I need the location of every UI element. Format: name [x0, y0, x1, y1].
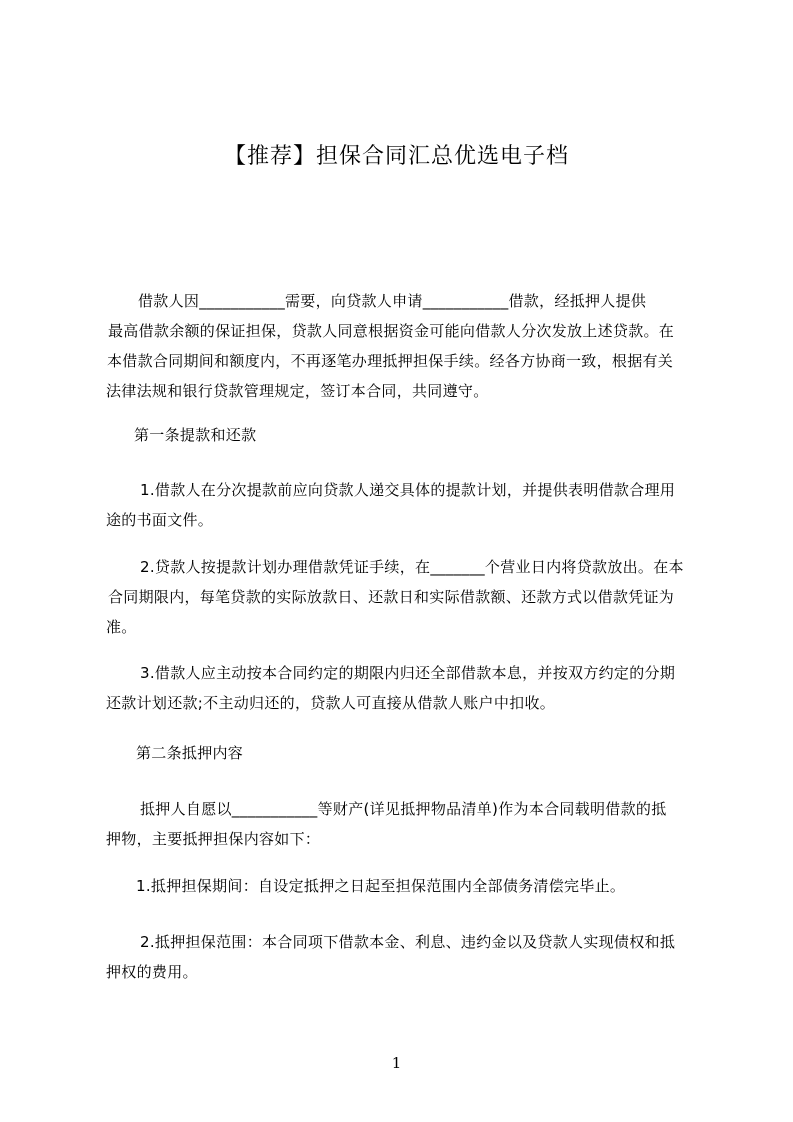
- line-text: 押物，主要抵押担保内容如下：: [106, 830, 321, 848]
- article-2-intro: [106, 794, 710, 854]
- paragraph-line: [106, 612, 710, 642]
- paragraph-line: [106, 420, 710, 450]
- line-text: 押权的费用。: [106, 963, 198, 981]
- article-1-item-2: [106, 552, 710, 642]
- paragraph-line: [106, 738, 710, 768]
- article-2-item-1: [106, 871, 710, 901]
- article-2-heading: 第二条抵押内容: [136, 744, 244, 762]
- line-text: 2.抵押担保范围：本合同项下借款本金、利息、违约金以及贷款人实现债权和抵: [140, 933, 676, 951]
- page-number: 1: [391, 1054, 402, 1072]
- line-text: 途的书面文件。: [106, 511, 214, 529]
- paragraph-line: [106, 824, 710, 854]
- intro-paragraph: [106, 286, 710, 406]
- line-text: 借款人因___________需要，向贷款人申请___________借款，经抵押人提供: [138, 292, 647, 310]
- line-text: 抵押人自愿以___________等财产(详见抵押物品清单)作为本合同载明借款的抵: [140, 800, 667, 818]
- line-text: 合同期限内，每笔贷款的实际放款日、还款日和实际借款额、还款方式以借款凭证为: [108, 588, 675, 606]
- article-heading: [106, 738, 710, 768]
- paragraph-line: [106, 346, 710, 376]
- paragraph-line: [106, 957, 710, 987]
- line-text: 法律法规和银行贷款管理规定，签订本合同，共同遵守。: [106, 382, 489, 400]
- article-heading: [106, 420, 710, 450]
- article-1-item-1: [106, 475, 710, 535]
- line-text: 准。: [106, 618, 137, 636]
- paragraph-line: [106, 582, 710, 612]
- paragraph-line: [106, 376, 710, 406]
- article-2-item-2: [106, 927, 710, 987]
- line-text: 本借款合同期间和额度内，不再逐笔办理抵押担保手续。经各方协商一致，根据有关: [107, 352, 674, 370]
- paragraph-line: [106, 552, 710, 582]
- paragraph-line: [106, 794, 710, 824]
- document-title: 【推荐】担保合同汇总优选电子档: [223, 144, 569, 169]
- paragraph-line: [106, 505, 710, 535]
- line-text: 1.抵押担保期间：自设定抵押之日起至担保范围内全部债务清偿完毕止。: [136, 877, 626, 895]
- paragraph-line: [106, 286, 710, 316]
- paragraph-line: [106, 927, 710, 957]
- article-1-item-3: [106, 658, 710, 718]
- line-text: 还款计划还款;不主动归还的，贷款人可直接从借款人账户中扣收。: [106, 694, 556, 712]
- article-1-heading: 第一条提款和还款: [134, 426, 257, 444]
- paragraph-line: [106, 688, 710, 718]
- line-text: 2.贷款人按提款计划办理借款凭证手续，在_______个营业日内将贷款放出。在本: [140, 558, 684, 576]
- paragraph-line: [106, 658, 710, 688]
- line-text: 1.借款人在分次提款前应向贷款人递交具体的提款计划，并提供表明借款合理用: [140, 481, 676, 499]
- paragraph-line: [106, 871, 710, 901]
- line-text: 最高借款余额的保证担保，贷款人同意根据资金可能向借款人分次发放上述贷款。在: [108, 322, 675, 340]
- paragraph-line: [106, 316, 710, 346]
- line-text: 3.借款人应主动按本合同约定的期限内归还全部借款本息，并按双方约定的分期: [140, 664, 676, 682]
- paragraph-line: [106, 475, 710, 505]
